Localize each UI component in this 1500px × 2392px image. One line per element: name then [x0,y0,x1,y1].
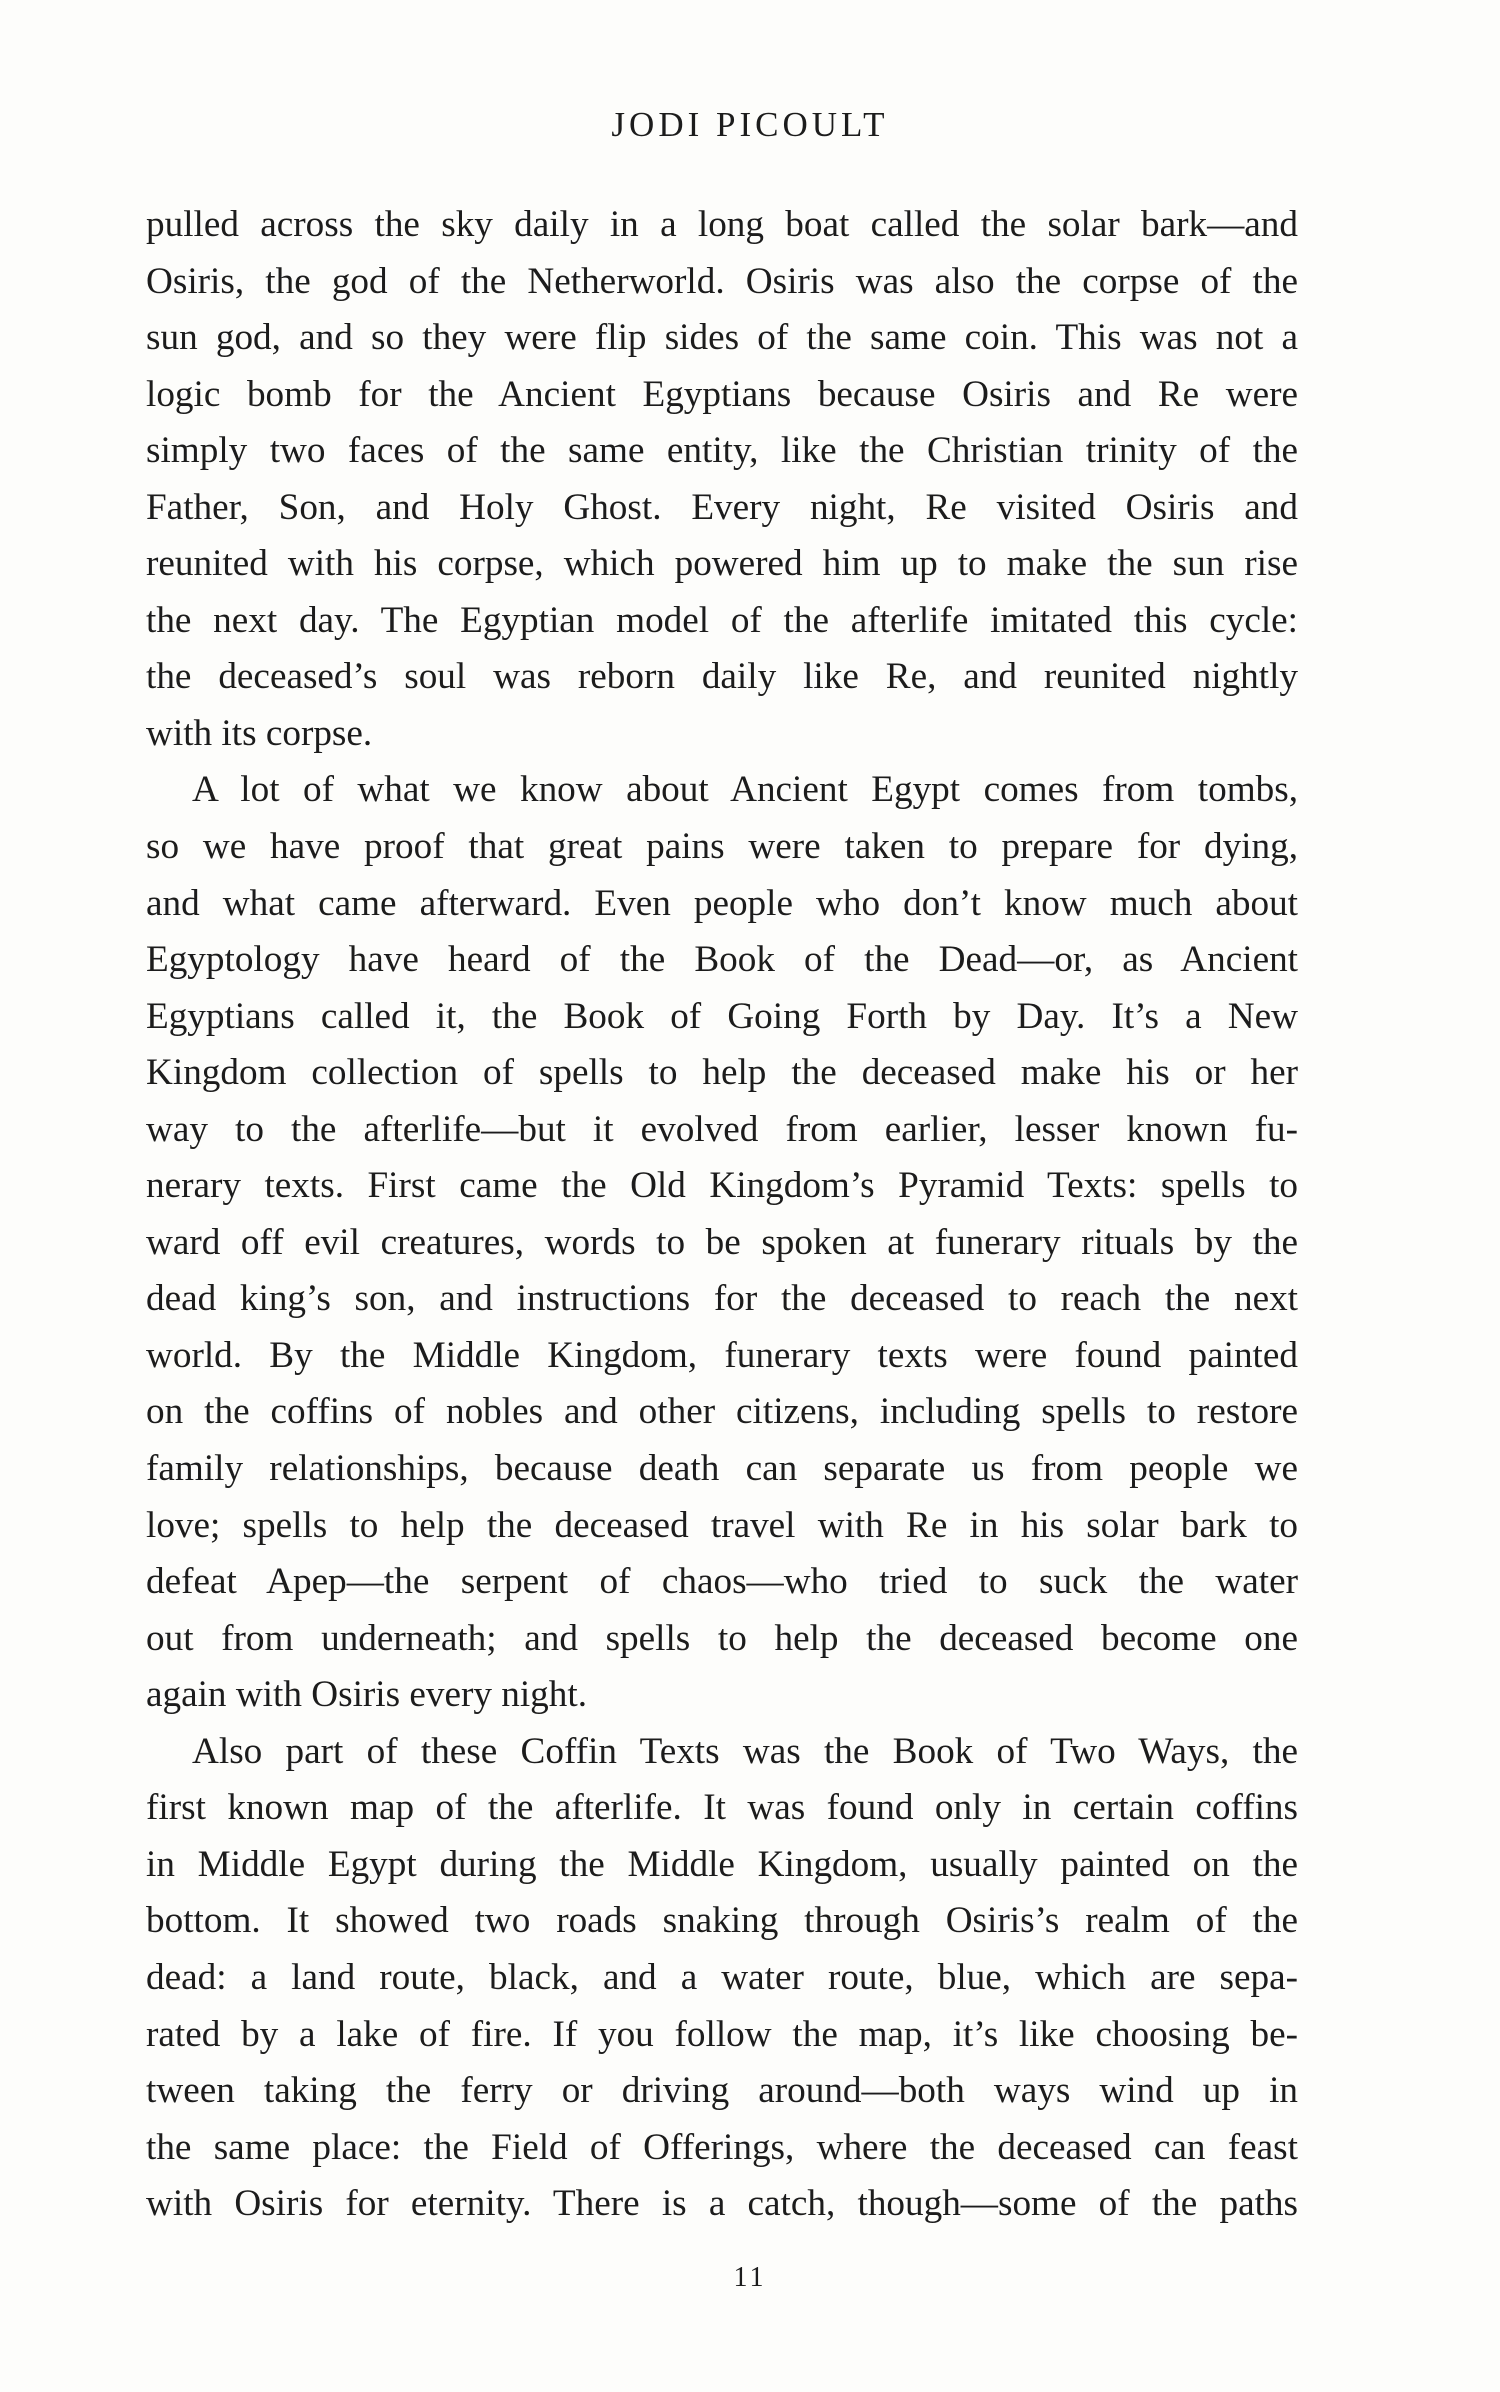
paragraph-1 [146,197,1298,762]
text-line: defeat Apep—the serpent of chaos—who tried to suck the water [146,1561,1298,1603]
text-line: and what came afterward. Even people who don’t know much about [146,882,1298,924]
text-line: love; spells to help the deceased travel with Re in his solar bark to [146,1504,1298,1546]
text-line: rated by a lake of fire. If you follow the map, it’s like choosing be- [146,2013,1298,2055]
text-line: Egyptians called it, the Book of Going Forth by Day. It’s a New [146,995,1298,1037]
paragraph-2 [146,762,1298,1723]
text-line: bottom. It showed two roads snaking through Osiris’s realm of the [146,1900,1298,1942]
text-line: the same place: the Field of Offerings, where the deceased can feast [146,2126,1298,2168]
text-line: so we have proof that great pains were taken to prepare for dying, [146,826,1298,868]
page-number: 11 [733,2262,767,2293]
text-line: again with Osiris every night. [146,1674,588,1716]
text-line: out from underneath; and spells to help the deceased become one [146,1617,1298,1659]
text-line: on the coffins of nobles and other citizens, including spells to restore [146,1391,1298,1433]
text-line: way to the afterlife—but it evolved from earlier, lesser known fu- [146,1108,1298,1150]
text-line: with Osiris for eternity. There is a catch, though—some of the paths [146,2183,1298,2225]
text-line: pulled across the sky daily in a long boat called the solar bark—and [146,204,1298,245]
text-line: ward off evil creatures, words to be spoken at funerary rituals by the [146,1221,1298,1263]
text-line: Also part of these Coffin Texts was the Book of Two Ways, the [192,1730,1298,1772]
text-line: A lot of what we know about Ancient Egypt comes from tombs, [192,769,1298,811]
text-line: world. By the Middle Kingdom, funerary texts were found painted [146,1334,1298,1376]
body-text [146,197,1298,2233]
text-line: Father, Son, and Holy Ghost. Every night, Re visited Osiris and [146,486,1298,528]
text-line: sun god, and so they were flip sides of the same coin. This was not a [146,317,1298,359]
text-line: reunited with his corpse, which powered him up to make the sun rise [146,543,1298,585]
text-line: family relationships, because death can separate us from people we [146,1448,1298,1490]
text-line: Egyptology have heard of the Book of the Dead—or, as Ancient [146,939,1298,981]
text-line: dead king’s son, and instructions for the deceased to reach the next [146,1278,1298,1320]
text-line: simply two faces of the same entity, like the Christian trinity of the [146,430,1298,472]
text-line: first known map of the afterlife. It was found only in certain coffins [146,1787,1298,1829]
text-line: Osiris, the god of the Netherworld. Osiris was also the corpse of the [146,260,1298,302]
text-line: the deceased’s soul was reborn daily like Re, and reunited nightly [146,656,1298,698]
text-line: the next day. The Egyptian model of the afterlife imitated this cycle: [146,599,1298,641]
running-head: JODI PICOULT [611,105,889,144]
text-line: nerary texts. First came the Old Kingdom’s Pyramid Texts: spells to [146,1165,1298,1207]
text-line: logic bomb for the Ancient Egyptians because Osiris and Re were [146,373,1298,415]
paragraph-3 [146,1724,1298,2233]
text-line: with its corpse. [146,712,373,754]
text-line: dead: a land route, black, and a water route, blue, which are sepa- [146,1956,1298,1998]
text-line: tween taking the ferry or driving around—both ways wind up in [146,2070,1298,2112]
text-line: Kingdom collection of spells to help the deceased make his or her [146,1052,1298,1094]
text-line: in Middle Egypt during the Middle Kingdom, usually painted on the [146,1843,1298,1885]
